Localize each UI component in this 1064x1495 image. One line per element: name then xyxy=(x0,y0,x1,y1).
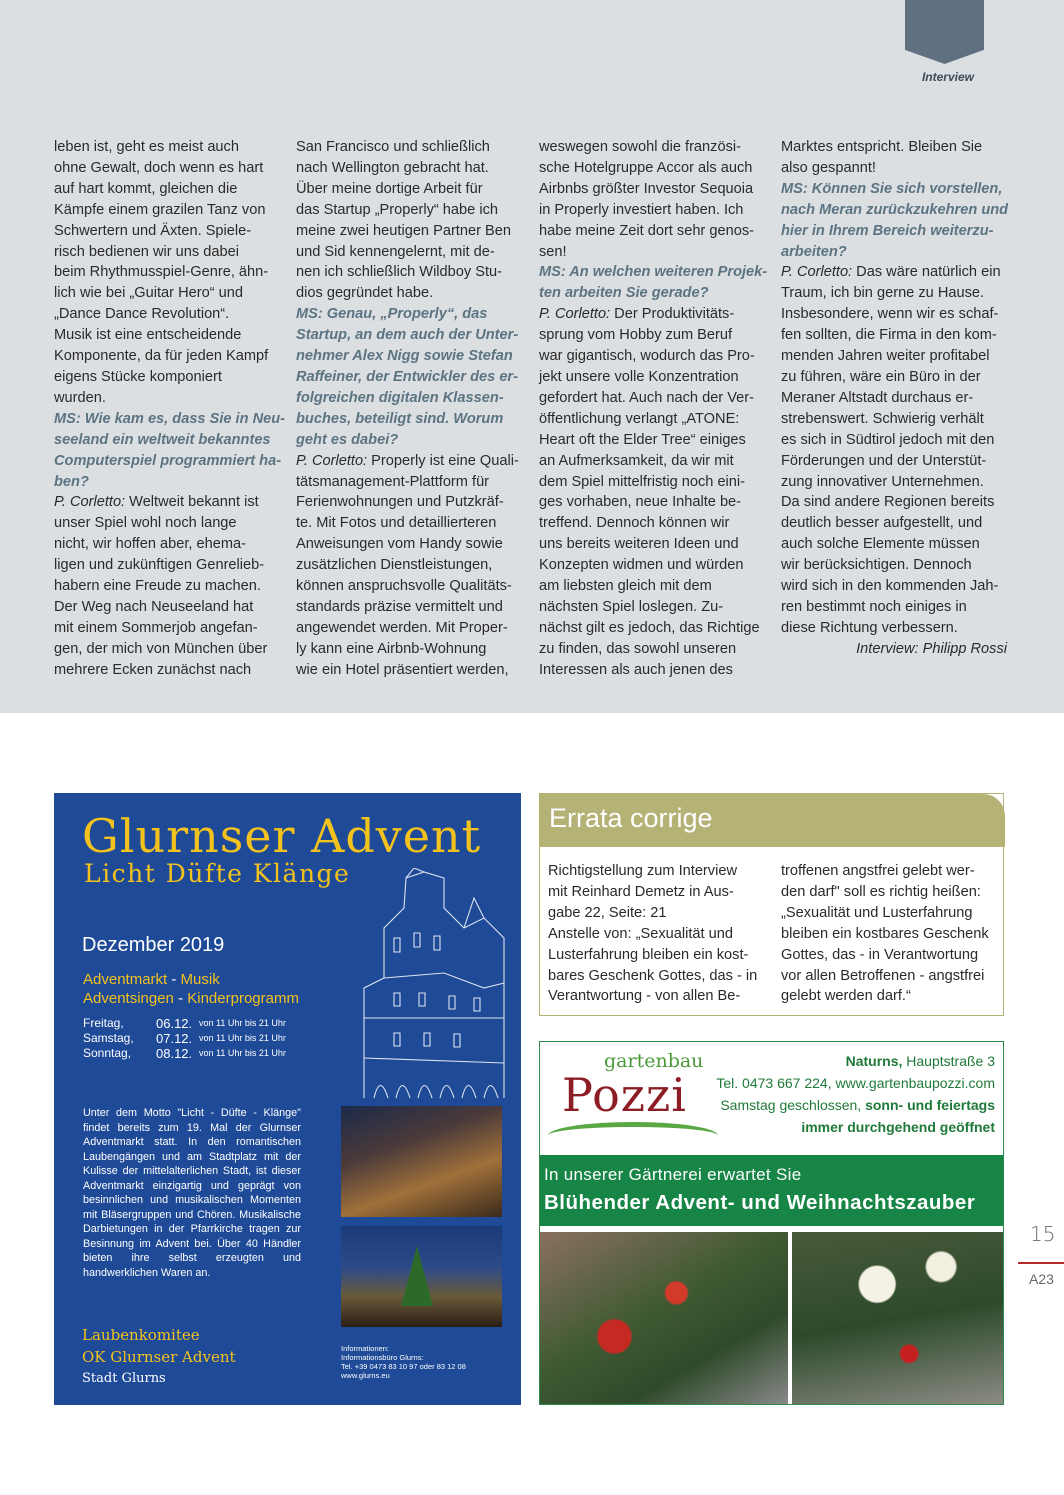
schedule-day: Samstag, xyxy=(83,1031,134,1045)
text-line: meine zwei heutigen Partner Ben xyxy=(296,222,511,239)
advent-wreath-photo xyxy=(540,1232,788,1405)
text-line: und Sid kennengelernt, mit de- xyxy=(296,243,495,260)
text-line: te. Mit Fotos und detaillierteren xyxy=(296,515,497,532)
page-code: A23 xyxy=(1029,1271,1054,1287)
text-line: wurden. xyxy=(54,389,106,406)
text-line: Traum, ich bin gerne zu Hause. xyxy=(781,285,985,302)
text-line: Startup, an dem auch der Unter- xyxy=(296,327,519,344)
text-line: ligen und zukünftigen Genrelieb- xyxy=(54,557,265,574)
schedule-time: von 11 Uhr bis 21 Uhr xyxy=(199,1048,286,1058)
text-line: Komponente, da für jeden Kampf xyxy=(54,348,269,365)
schedule-day: Sonntag, xyxy=(83,1046,132,1060)
interview-column-2 xyxy=(296,137,522,681)
text-line: öffentlichung verlangt „ATONE: xyxy=(539,410,740,427)
text-line: MS: An welchen weiteren Projek- xyxy=(539,264,768,281)
text-line: Interessen als auch jenen des xyxy=(539,661,733,678)
text-line: Heart oft the Elder Tree“ einiges xyxy=(539,431,746,448)
errata-title: Errata corrige xyxy=(549,803,713,833)
text-line: vor allen Betroffenen - angstfrei xyxy=(781,967,985,984)
text-line: war gigantisch, wodurch das Pro- xyxy=(539,348,755,365)
text-line: P. Corletto: Properly ist eine Quali- xyxy=(296,452,519,469)
text-line: treffend. Dennoch können wir xyxy=(539,515,730,532)
text-line: zu führen, wäre ein Büro in der xyxy=(781,368,981,385)
text-line: den darf" soll es richtig heißen: xyxy=(781,883,981,900)
glurnser-advent-ad xyxy=(54,793,521,1405)
text-line: Ferienwohnungen und Putzkräf- xyxy=(296,494,504,511)
text-line: lich wie bei „Guitar Hero“ und xyxy=(54,285,243,302)
text-line: bares Geschenk Gottes, das - in xyxy=(548,967,758,984)
text-line: Musik ist eine entscheidende xyxy=(54,327,242,344)
text-line: das Startup „Properly“ habe ich xyxy=(296,201,498,218)
advent-organizers: Laubenkomitee OK Glurnser Advent Stadt Glurns xyxy=(82,1326,236,1386)
text-line: mit einem Sommerjob angefan- xyxy=(54,619,258,636)
text-line: nächsten Spiel loslegen. Zu- xyxy=(539,598,724,615)
advent-title: Glurnser Advent xyxy=(82,809,482,863)
text-line: ben? xyxy=(54,473,89,490)
text-line: gefordert hat. Auch nach der Ver- xyxy=(539,389,754,406)
text-line: Richtigstellung zum Interview xyxy=(548,863,737,879)
text-line: habe meine Zeit dort sehr genos- xyxy=(539,222,754,239)
text-line: weswegen sowohl die französi- xyxy=(539,139,741,155)
advent-description: Unter dem Motto "Licht - Düfte - Klänge" findet bereits zum 19. Mal der Glurnser Adventmarkt statt. In den romantischen Laubengängen und am Stadtplatz mit der Kulisse der mittelalterlichen Stadt, ist dieser Adventmarkt einzigartig und geprägt von besinnlichen und musikalischen Momenten mit Bläsergruppen und Chören. Musikalische Darbietungen in der Pfarrkirche tragen zur Besinnung im Advent bei. Über 40 Händler bieten ihre selbst erzeugten und handwerklichen Waren an. xyxy=(83,1107,301,1279)
text-line: diese Richtung verbessern. xyxy=(781,619,958,636)
page-number: 15 xyxy=(1030,1222,1056,1246)
text-line: Anstelle von: „Sexualität und xyxy=(548,925,733,942)
interview-column-4 xyxy=(781,137,1007,660)
text-line: es sich in Südtirol jedoch mit den xyxy=(781,431,995,448)
section-label: Interview xyxy=(921,70,974,84)
text-line: wir berücksichtigen. Dennoch xyxy=(781,557,972,574)
text-line: können anspruchsvolle Qualitäts- xyxy=(296,578,512,595)
schedule-day: Freitag, xyxy=(83,1016,124,1030)
text-line: nach Meran zurückzukehren und xyxy=(781,201,1009,218)
text-line: P. Corletto: Das wäre natürlich ein xyxy=(781,264,1001,281)
text-line: Schwertern und Äxten. Spiele- xyxy=(54,222,252,239)
text-line: menden Jahren weiter profitabel xyxy=(781,348,990,365)
text-line: Airbnbs größter Investor Sequoia xyxy=(539,180,754,197)
advent-date: Dezember 2019 xyxy=(82,934,225,956)
text-line: wie ein Hotel präsentiert werden, xyxy=(296,661,509,678)
interview-column-3 xyxy=(539,137,768,681)
text-line: wird sich in den kommenden Jah- xyxy=(781,578,999,595)
text-line: beim Rhythmusspiel-Genre, ähn- xyxy=(54,264,269,281)
text-line: mit Reinhard Demetz in Aus- xyxy=(548,883,734,900)
text-line: Anweisungen vom Handy sowie xyxy=(296,536,503,553)
text-line: nehmer Alex Nigg sowie Stefan xyxy=(296,348,513,365)
text-line: in Properly investiert haben. Ich xyxy=(539,201,744,218)
text-line: jekt unsere volle Konzentration xyxy=(539,368,739,385)
interview-column-1 xyxy=(54,137,286,681)
text-line: risch bedienen wir uns dabei xyxy=(54,243,239,260)
text-line: Förderungen und der Unterstüt- xyxy=(781,452,987,469)
text-line: Über meine dortige Arbeit für xyxy=(296,180,483,197)
text-line: sche Hotelgruppe Accor als auch xyxy=(539,159,753,176)
text-line: standards präzise vermittelt und xyxy=(296,598,503,615)
schedule-time: von 11 Uhr bis 21 Uhr xyxy=(199,1033,286,1043)
text-line: angewendet werden. Mit Proper- xyxy=(296,619,508,636)
text-line: ren bestimmt noch einiges in xyxy=(781,598,967,615)
errata-column-2 xyxy=(781,861,999,1007)
text-line: MS: Genau, „Properly“, das xyxy=(296,306,488,323)
pozzi-brand-small: gartenbau xyxy=(604,1050,704,1072)
pozzi-contact: Naturns, Hauptstraße 3 Tel. 0473 667 224, www.gartenbaupozzi.com Samstag geschlossen, sonn- und feiertags immer durchgehend geöffnet xyxy=(716,1053,995,1135)
text-line: sprung vom Hobby zum Beruf xyxy=(539,327,733,344)
text-line: mehrere Ecken zunächst nach xyxy=(54,661,252,678)
text-line: gabe 22, Seite: 21 xyxy=(548,904,667,921)
text-line: deutlich besser aufgestellt, und xyxy=(781,515,983,532)
errata-box xyxy=(539,793,1004,1016)
text-line: am liebsten gleich mit dem xyxy=(539,578,712,595)
pozzi-banner xyxy=(540,1155,1004,1226)
text-line: gelebt werden darf.“ xyxy=(781,988,911,1005)
text-line: Computerspiel programmiert ha- xyxy=(54,452,282,469)
text-line: troffenen angstfrei gelebt wer- xyxy=(781,863,975,879)
pozzi-banner-line-1: In unserer Gärtnerei erwartet Sie xyxy=(544,1165,802,1184)
text-line: Interview: Philipp Rossi xyxy=(856,640,1007,657)
text-line: Marktes entspricht. Bleiben Sie xyxy=(781,139,983,155)
advent-program: Adventmarkt - Musik Adventsingen - Kinderprogramm xyxy=(83,971,299,1007)
text-line: dem Spiel mittelfristig noch eini- xyxy=(539,473,746,490)
text-line: arbeiten? xyxy=(781,243,847,260)
text-line: Da sind andere Regionen bereits xyxy=(781,494,995,511)
text-line: nen ich schließlich Wildboy Stu- xyxy=(296,264,503,281)
speaker-label: P. Corletto: xyxy=(539,306,611,323)
text-line: buches, beteiligt sind. Worum xyxy=(296,410,504,427)
text-line: auf hart kommt, gleichen die xyxy=(54,180,238,197)
leaf-swoosh-icon xyxy=(548,1122,718,1149)
text-line: P. Corletto: Weltweit bekannt ist xyxy=(54,494,259,511)
text-line: Verantwortung - von allen Be- xyxy=(548,988,741,1005)
pozzi-ad xyxy=(539,1041,1004,1405)
text-line: zusätzlichen Dienstleistungen, xyxy=(296,557,493,574)
errata-header xyxy=(540,794,1005,847)
speaker-label: P. Corletto: xyxy=(296,452,368,469)
schedule-time: von 11 Uhr bis 21 Uhr xyxy=(199,1018,286,1028)
text-line: „Sexualität und Lusterfahrung xyxy=(781,904,973,921)
text-line: leben ist, geht es meist auch xyxy=(54,139,239,155)
christmas-rose-photo xyxy=(792,1232,1004,1405)
text-line: fen sollten, die Firma in den kom- xyxy=(781,327,997,344)
text-line: Kämpfe einem grazilen Tanz von xyxy=(54,201,266,218)
text-line: nicht, wir hoffen aber, ehema- xyxy=(54,536,246,553)
text-line: MS: Wie kam es, dass Sie in Neu- xyxy=(54,410,286,427)
text-line: an Aufmerksamkeit, da wir mit xyxy=(539,452,734,469)
text-line: ten arbeiten Sie gerade? xyxy=(539,285,709,302)
text-line: also gespannt! xyxy=(781,159,876,176)
text-line: geht es dabei? xyxy=(296,431,399,448)
text-line: Insbesondere, wenn wir es schaf- xyxy=(781,306,999,323)
text-line: hier in Ihrem Bereich weiterzu- xyxy=(781,222,994,239)
text-line: uns bereits weiteren Ideen und xyxy=(539,536,739,553)
text-line: ly kann eine Airbnb-Wohnung xyxy=(296,640,487,657)
castle-sketch xyxy=(344,868,514,1103)
schedule-date: 08.12. xyxy=(156,1046,193,1061)
pozzi-logo: Pozzi xyxy=(562,1068,687,1122)
text-line: tätsmanagement-Plattform für xyxy=(296,473,490,490)
text-line: gen, der mich von München über xyxy=(54,640,268,657)
text-line: zung innovativer Unternehmen. xyxy=(781,473,984,490)
advent-subtitle: Licht Düfte Klänge xyxy=(84,859,351,888)
text-line: auch solche Elemente müssen xyxy=(781,536,980,553)
errata-column-1 xyxy=(548,861,766,1007)
text-line: Meraner Altstadt durchaus er- xyxy=(781,389,974,406)
text-line: Raffeiner, der Entwickler des er- xyxy=(296,368,518,385)
text-line: San Francisco und schließlich xyxy=(296,139,490,155)
pozzi-banner-line-2: Blühender Advent- und Weihnachtszauber xyxy=(544,1191,976,1214)
text-line: nächst gilt es jedoch, das Richtige xyxy=(539,619,760,636)
text-line: „Dance Dance Revolution“. xyxy=(54,306,230,323)
speaker-label: P. Corletto: xyxy=(781,264,853,281)
text-line: ohne Gewalt, doch wenn es hart xyxy=(54,159,264,176)
text-line: sen! xyxy=(539,243,567,260)
text-line: strebenswert. Schwierig verhält xyxy=(781,410,984,427)
text-line: Gottes, das - in Verantwortung xyxy=(781,946,979,963)
text-line: dios gegründet habe. xyxy=(296,285,434,302)
text-line: zu finden, das sowohl unseren xyxy=(539,640,737,657)
text-line: Der Weg nach Neuseeland hat xyxy=(54,598,254,615)
text-line: unser Spiel wohl noch lange xyxy=(54,515,237,532)
text-line: habern eine Freude zu machen. xyxy=(54,578,261,595)
text-line: Konzepten widmen und würden xyxy=(539,557,744,574)
text-line: Lusterfahrung bleiben ein kost- xyxy=(548,946,749,963)
text-line: P. Corletto: Der Produktivitäts- xyxy=(539,306,735,323)
schedule-date: 06.12. xyxy=(156,1016,193,1031)
text-line: folgreichen digitalen Klassen- xyxy=(296,389,504,406)
page-divider xyxy=(1018,1262,1064,1264)
text-line: bleiben ein kostbares Geschenk xyxy=(781,925,989,942)
text-line: eigens Stücke komponiert xyxy=(54,368,222,385)
christmas-tree-photo xyxy=(341,1226,502,1327)
text-line: MS: Können Sie sich vorstellen, xyxy=(781,180,1003,197)
text-line: nach Wellington gebracht hat. xyxy=(296,159,489,176)
speaker-label: P. Corletto: xyxy=(54,494,126,511)
text-line: seeland ein weltweit bekanntes xyxy=(54,431,271,448)
advent-info: Informationen: Informationsbüro Glurns: Tel. +39 0473 83 10 97 oder 83 12 08 www.glurns.eu xyxy=(341,1344,466,1380)
text-line: ges vorhaben, neue Inhalte be- xyxy=(539,494,742,511)
advent-market-photo xyxy=(341,1106,502,1217)
schedule-date: 07.12. xyxy=(156,1031,193,1046)
